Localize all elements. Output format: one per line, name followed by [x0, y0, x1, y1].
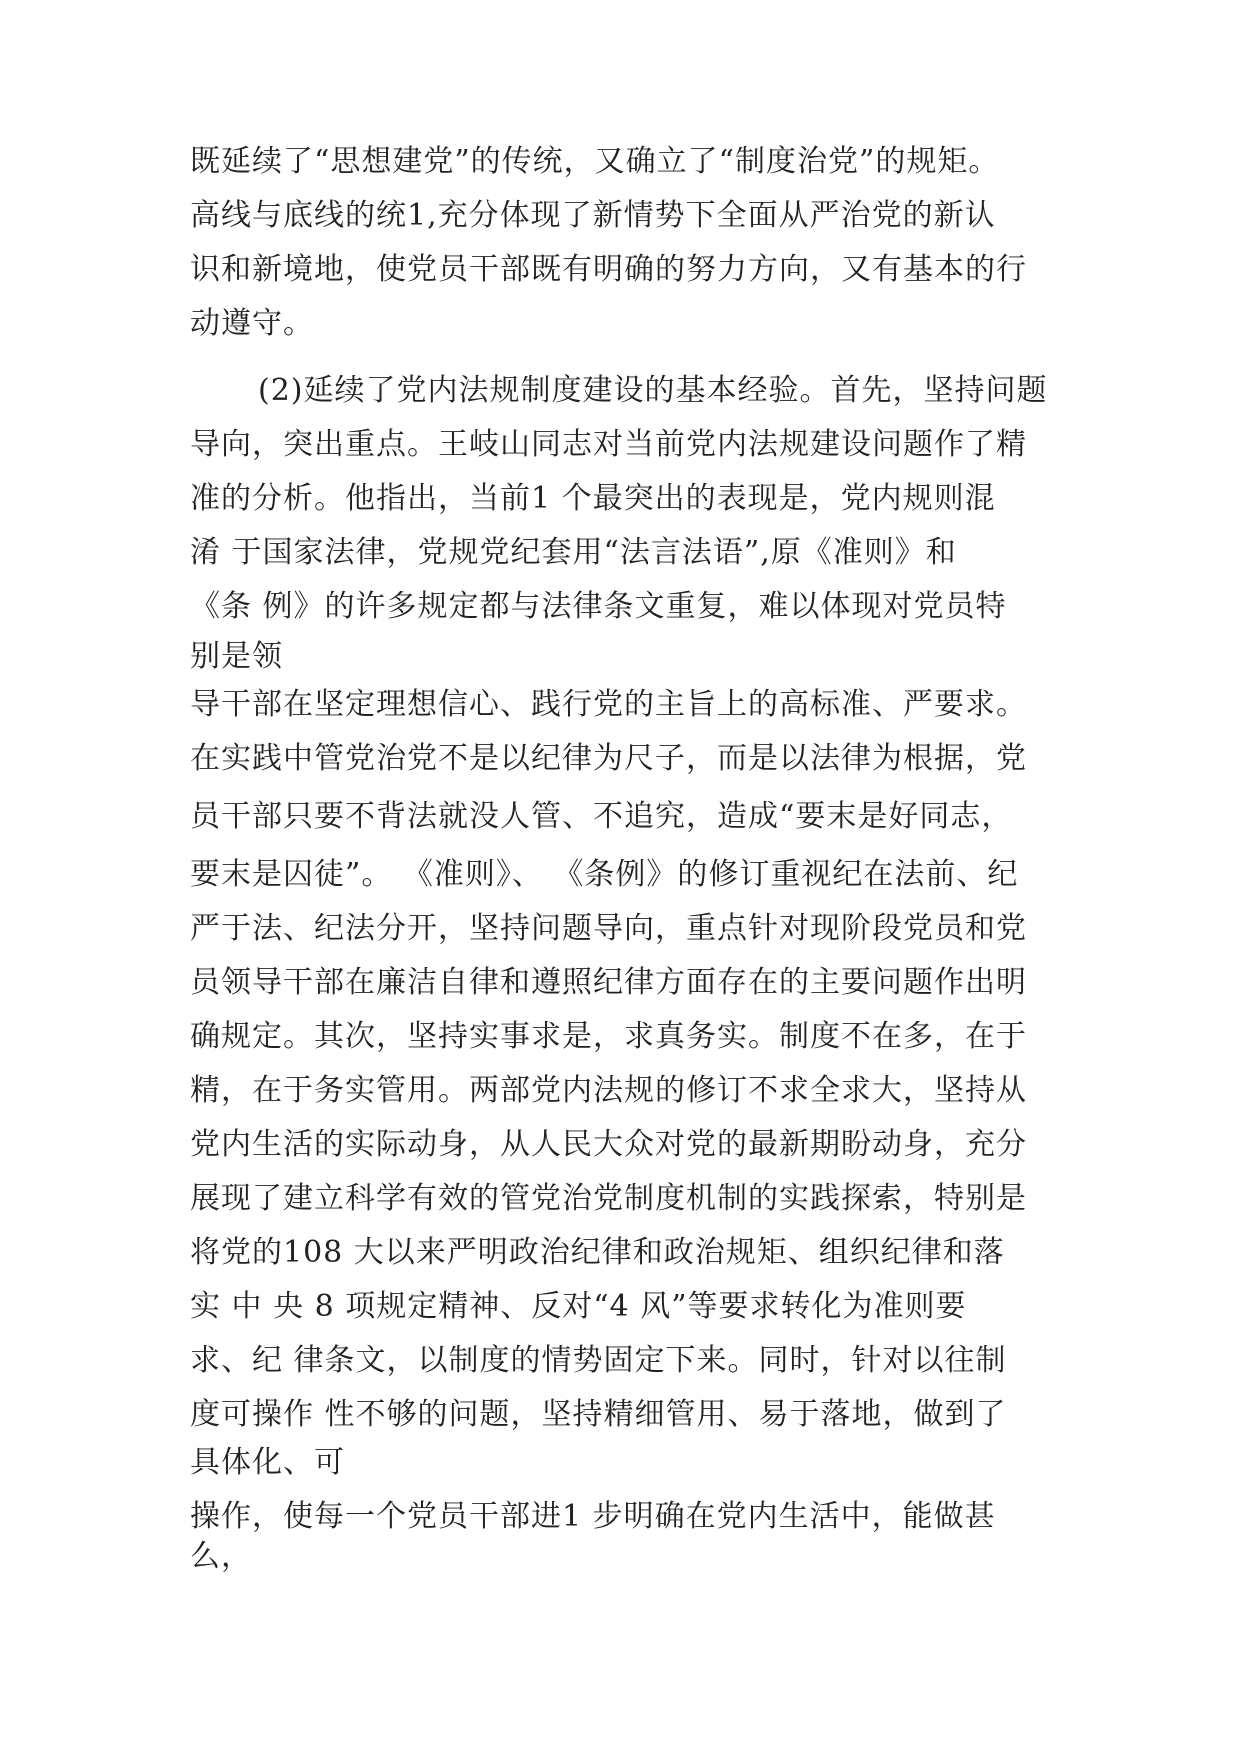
text-line-15: 严于法、纪法分开，坚持问题导向，重点针对现阶段党员和党	[190, 911, 1027, 946]
text-line-21: 将党的108 大以来严明政治纪律和政治规矩、组织纪律和落	[190, 1235, 1005, 1270]
text-line-3: 识和新境地，使党员干部既有明确的努力方向，又有基本的行	[190, 252, 1027, 287]
text-line-18: 精，在于务实管用。两部党内法规的修订不求全求大，坚持从	[190, 1073, 1027, 1108]
text-line-1: 既延续了“思想建党”的传统，又确立了“制度治党”的规矩。	[190, 144, 1000, 179]
text-line-20: 展现了建立科学有效的管党治党制度机制的实践探索，特别是	[190, 1181, 1027, 1216]
text-line-4: 动遵守。	[190, 306, 314, 341]
text-line-26: 操作，使每一个党员干部进1 步明确在党内生活中，能做甚	[190, 1499, 996, 1534]
text-line-23: 求、纪 律条文，以制度的情势固定下来。同时，针对以往制	[190, 1343, 1007, 1378]
text-line-6: 导向，突出重点。王岐山同志对当前党内法规建设问题作了精	[190, 427, 1027, 462]
text-line-14: 要末是囚徒”。 《准则》、 《条例》的修订重视纪在法前、纪	[190, 857, 1019, 892]
text-line-27: 么，	[190, 1539, 252, 1574]
text-line-2: 高线与底线的统1,充分体现了新情势下全面从严治党的新认	[190, 198, 996, 233]
text-line-16: 员领导干部在廉洁自律和遵照纪律方面存在的主要问题作出明	[190, 965, 1027, 1000]
text-line-9: 《条 例》的许多规定都与法律条文重复，难以体现对党员特	[190, 589, 1007, 624]
text-line-7: 准的分析。他指出，当前1 个最突出的表现是，党内规则混	[190, 481, 996, 516]
paragraph-heading-line: (2)延续了党内法规制度建设的基本经验。首先，坚持问题	[258, 373, 1048, 408]
text-line-22: 实 中 央 8 项规定精神、反对“4 风”等要求转化为准则要	[190, 1289, 967, 1324]
text-line-25: 具体化、可	[190, 1445, 345, 1480]
text-line-24: 度可操作 性不够的问题，坚持精细管用、易于落地，做到了	[190, 1397, 1007, 1432]
text-line-13: 员干部只要不背法就没人管、不追究，造成“要末是好同志，	[190, 799, 1013, 834]
text-line-12: 在实践中管党治党不是以纪律为尺子，而是以法律为根据，党	[190, 741, 1027, 776]
text-line-19: 党内生活的实际动身，从人民大众对党的最新期盼动身，充分	[190, 1127, 1027, 1162]
text-line-10: 别是领	[190, 639, 283, 674]
text-line-17: 确规定。其次，坚持实事求是，求真务实。制度不在多，在于	[190, 1019, 1027, 1054]
text-line-11: 导干部在坚定理想信心、践行党的主旨上的高标准、严要求。	[190, 687, 1027, 722]
text-line-8: 淆 于国家法律，党规党纪套用“法言法语”,原《准则》和	[190, 535, 957, 570]
